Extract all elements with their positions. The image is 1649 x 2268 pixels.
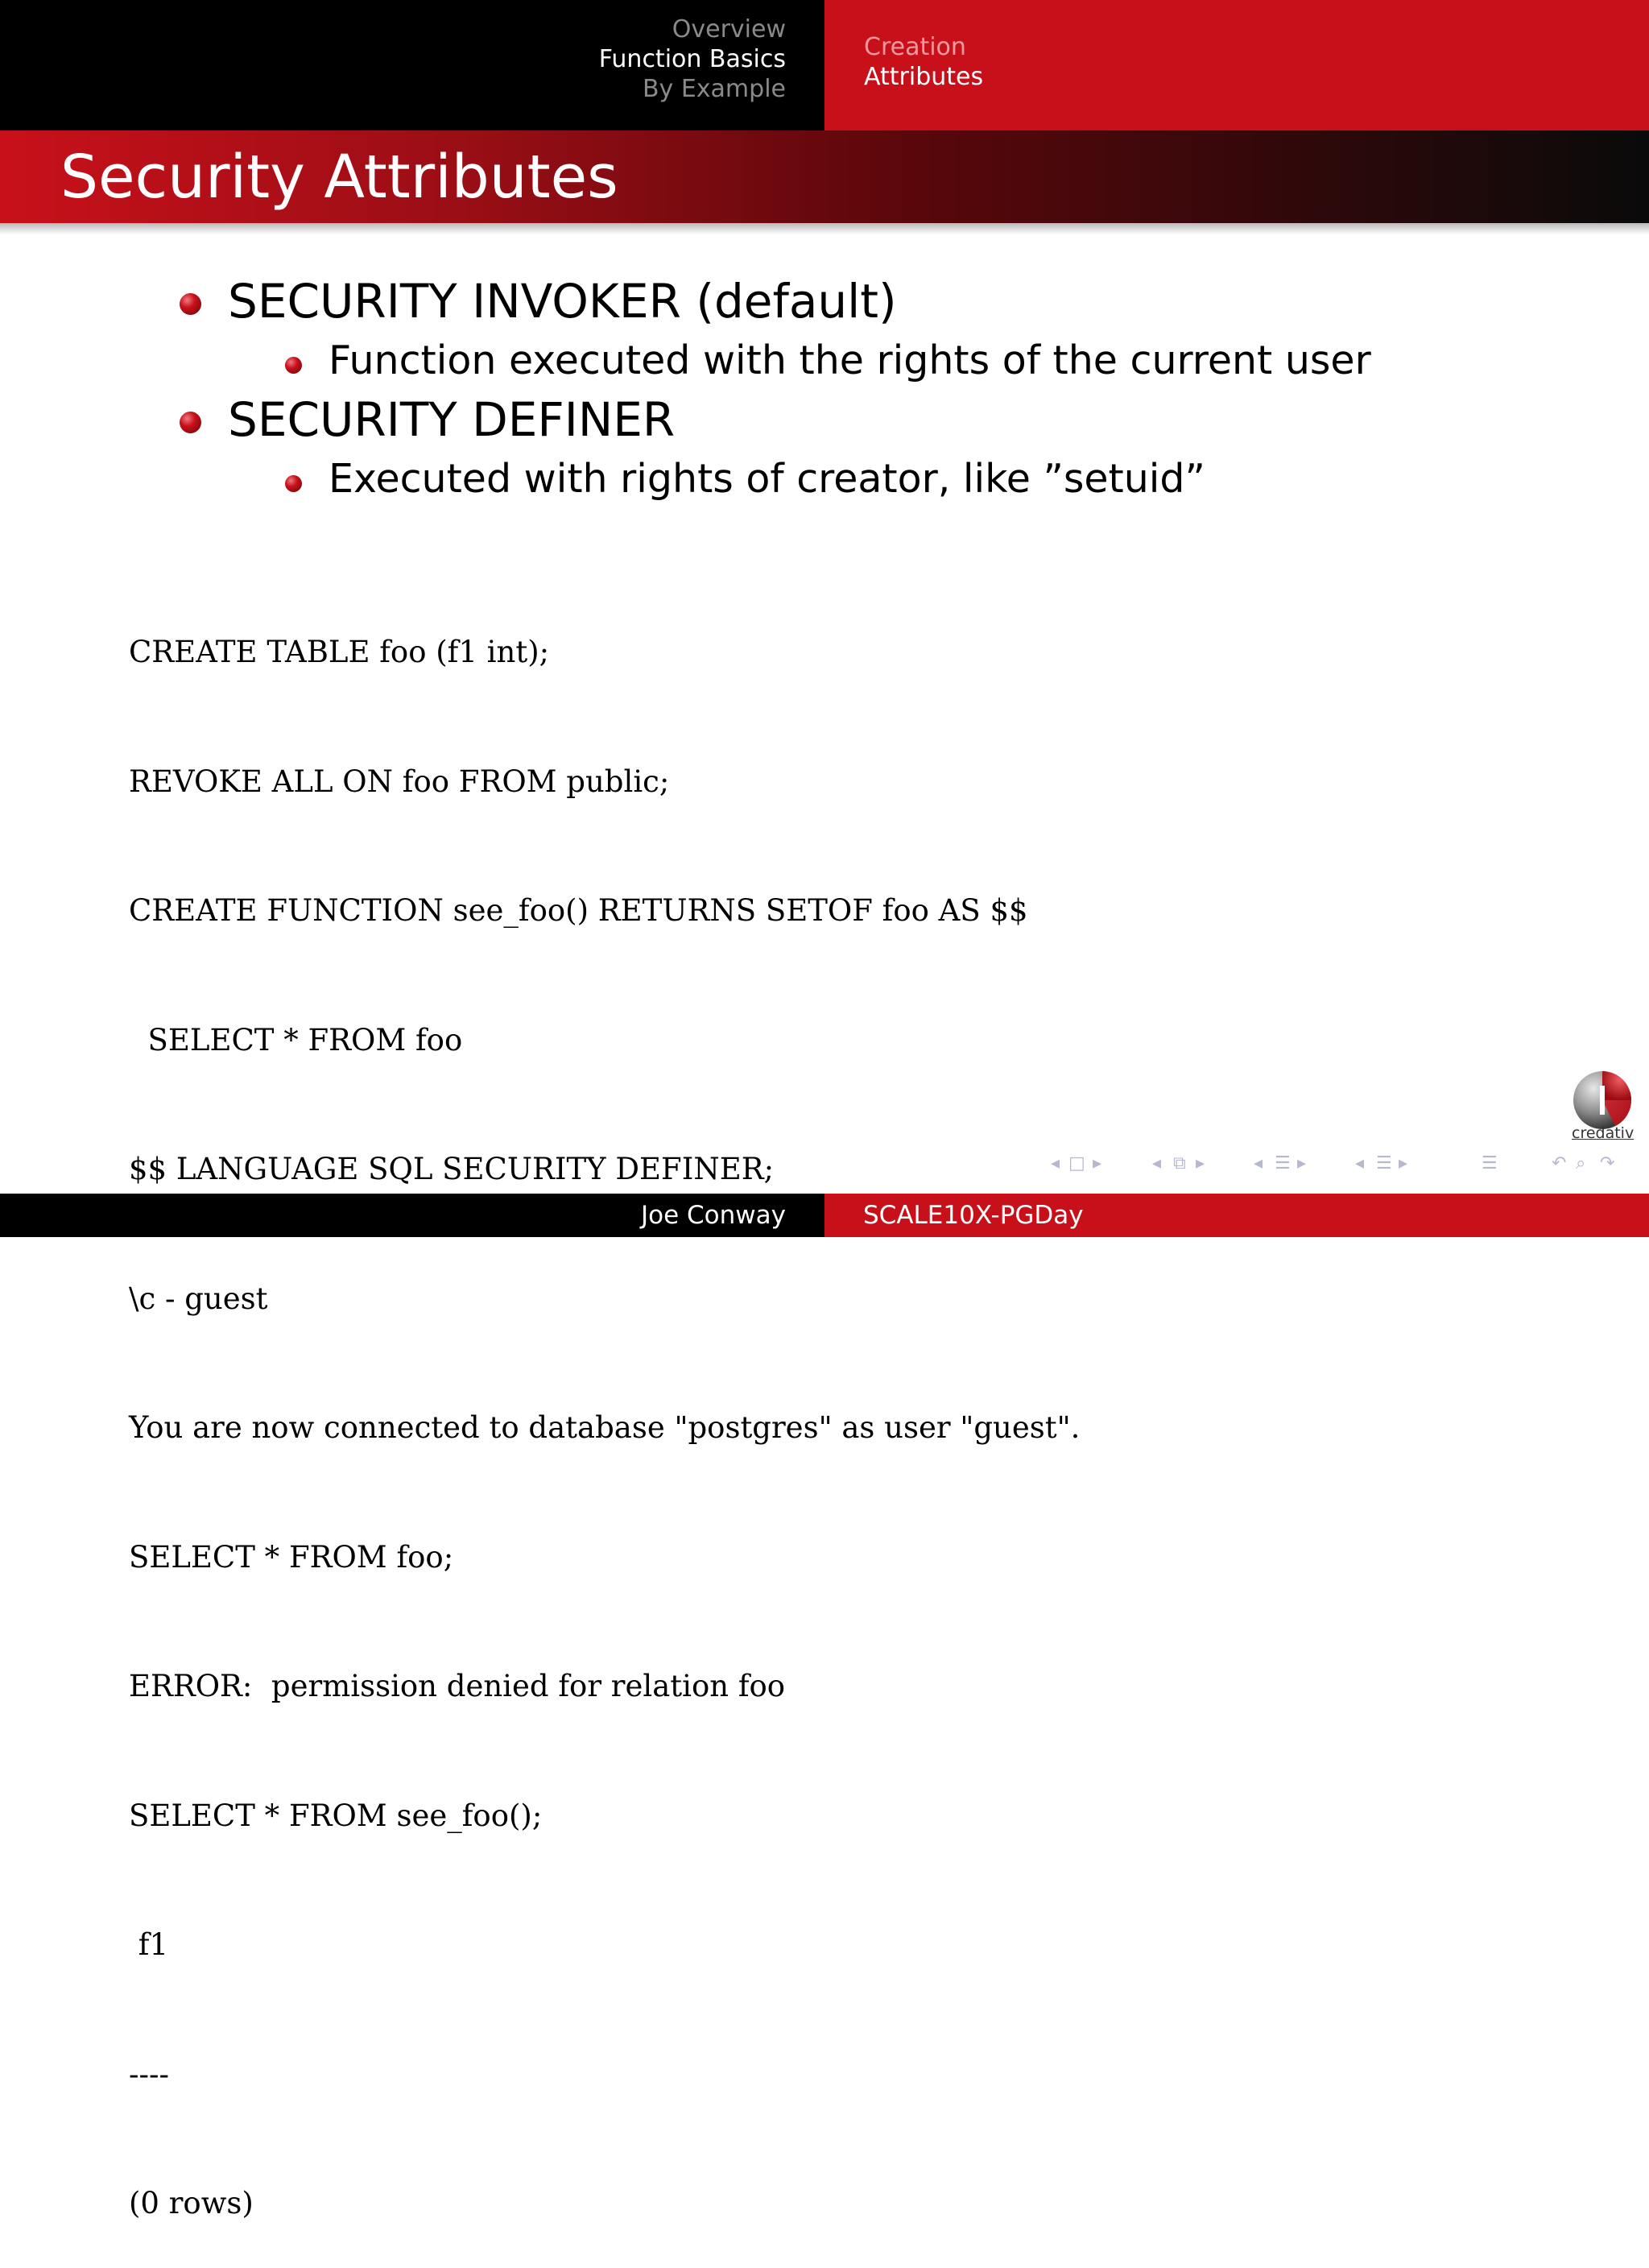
subsection-link-creation[interactable]: Creation <box>864 33 966 61</box>
next-frame-icon[interactable]: ▸ <box>1196 1153 1205 1173</box>
title-bar <box>0 130 1649 223</box>
section-link-function-basics[interactable]: Function Basics <box>598 45 786 73</box>
back-icon[interactable]: ↶ <box>1552 1153 1567 1173</box>
sub-bullet-ball-icon <box>285 357 302 374</box>
next-section-icon[interactable]: ▸ <box>1399 1153 1408 1173</box>
document-icon[interactable]: ☰ <box>1482 1153 1498 1173</box>
code-line: f1 <box>129 1927 168 1962</box>
sub-bullet-ball-icon <box>285 475 302 492</box>
logo-text: credativ <box>1572 1124 1635 1142</box>
beamer-navigation <box>1051 1153 1639 1186</box>
slide-title: Security Attributes <box>60 143 618 212</box>
frame-icon[interactable]: ⧉ <box>1173 1153 1186 1173</box>
section-icon[interactable]: ☰ <box>1376 1153 1392 1173</box>
bullet-ball-icon <box>180 293 201 315</box>
section-link-by-example[interactable]: By Example <box>642 75 786 103</box>
code-line: CREATE TABLE foo (f1 int); <box>129 635 550 669</box>
section-link-overview[interactable]: Overview <box>672 15 786 43</box>
code-line: SELECT * FROM foo <box>129 1022 463 1057</box>
code-block <box>129 544 1080 2268</box>
footer-left <box>0 1194 824 1237</box>
subsection-link-attributes[interactable]: Attributes <box>864 63 984 91</box>
title-shadow <box>0 223 1649 234</box>
slide-icon[interactable]: □ <box>1068 1153 1085 1173</box>
code-line: CREATE FUNCTION see_foo() RETURNS SETOF foo AS $$ <box>129 893 1028 928</box>
code-line: SELECT * FROM see_foo(); <box>129 1798 543 1833</box>
subsection-icon[interactable]: ☰ <box>1275 1153 1291 1173</box>
search-icon[interactable]: ⌕ <box>1576 1153 1586 1173</box>
footer-right <box>824 1194 1649 1237</box>
code-line: \c - guest <box>129 1281 268 1316</box>
footer-event: SCALE10X-PGDay <box>863 1201 1084 1230</box>
bullet-security-invoker: SECURITY INVOKER (default) <box>228 274 897 329</box>
bullet-security-definer: SECURITY DEFINER <box>228 392 676 447</box>
prev-section-icon[interactable]: ◂ <box>1355 1153 1365 1173</box>
code-line: ---- <box>129 2056 170 2092</box>
prev-slide-icon[interactable]: ◂ <box>1051 1153 1060 1173</box>
code-line: SELECT * FROM foo; <box>129 1539 454 1575</box>
sub-bullet-invoker-desc: Function executed with the rights of the current user <box>329 337 1371 383</box>
header-bar <box>0 0 1649 130</box>
footer-author: Joe Conway <box>641 1201 786 1230</box>
bullet-ball-icon <box>180 412 201 433</box>
code-line: (0 rows) <box>129 2186 254 2220</box>
sub-bullet-definer-desc: Executed with rights of creator, like ”setuid” <box>329 456 1205 502</box>
forward-icon[interactable]: ↷ <box>1600 1153 1615 1173</box>
prev-frame-icon[interactable]: ◂ <box>1152 1153 1162 1173</box>
code-line: REVOKE ALL ON foo FROM public; <box>129 764 670 799</box>
next-slide-icon[interactable]: ▸ <box>1093 1153 1102 1173</box>
code-line: ERROR: permission denied for relation foo <box>129 1669 786 1703</box>
next-subsection-icon[interactable]: ▸ <box>1297 1153 1307 1173</box>
footer-bar <box>0 1194 1649 1237</box>
subsection-nav <box>824 0 1649 130</box>
section-nav <box>0 0 824 130</box>
code-line: $$ LANGUAGE SQL SECURITY DEFINER; <box>129 1152 775 1186</box>
code-line: You are now connected to database "postgres" as user "guest". <box>129 1410 1081 1445</box>
prev-subsection-icon[interactable]: ◂ <box>1254 1153 1263 1173</box>
